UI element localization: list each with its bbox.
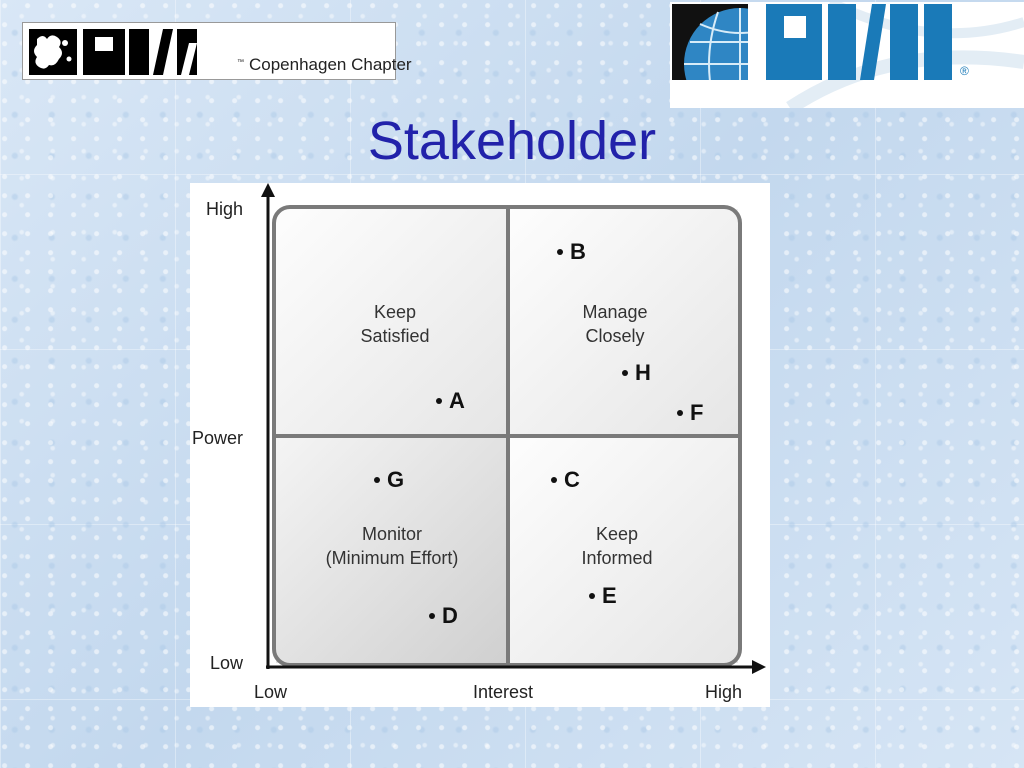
pmi-copenhagen-chapter-logo [22,22,412,80]
stakeholder-a-label: A [449,388,465,413]
stakeholder-dot [622,370,628,376]
y-axis-high-label: High [206,199,244,219]
stakeholder-g-label: G [387,467,405,492]
stakeholder-c-label: C [564,467,580,492]
stakeholder-dot [589,593,595,599]
quadrant-monitor-line1: Monitor [361,524,423,544]
quadrant-keep-satisfied-line1: Keep [373,302,417,322]
registered-mark: ® [960,64,969,78]
stakeholder-dot [436,398,442,404]
stakeholder-dot [677,410,683,416]
stakeholder-b [557,239,586,265]
quadrant-keep-satisfied-label [360,300,429,348]
quadrant-keep-informed-line2: Informed [581,548,653,568]
stakeholder-dot [374,477,380,483]
stakeholder-dot [551,477,557,483]
stakeholder-dot [557,249,563,255]
pmi-chapter-logo-mark [29,29,229,75]
stakeholder-d [429,603,458,629]
y-axis-arrow-icon [261,183,275,197]
trademark-symbol: ™ [237,59,244,66]
chapter-name: Copenhagen Chapter [249,55,412,74]
x-axis-name: Interest [473,682,534,702]
stakeholder-h-label: H [635,360,651,385]
matrix-graphic [190,183,770,707]
stakeholder-f-label: F [690,400,704,425]
stakeholder-dot [429,613,435,619]
pmi-logo-graphic [670,2,1024,108]
y-axis-low-label: Low [210,653,244,673]
quadrant-manage-closely-line1: Manage [582,302,648,322]
quadrant-keep-informed-line1: Keep [595,524,639,544]
x-axis-high-label: High [705,682,743,702]
quadrant-keep-informed-label [581,522,652,570]
y-axis-name: Power [192,428,244,448]
quadrant-keep-satisfied-line2: Satisfied [360,326,430,346]
slide-title: Stakeholder [367,111,657,171]
quadrant-monitor-line2: (Minimum Effort) [325,548,459,568]
stakeholder-h [622,360,651,386]
stakeholder-g [374,467,404,493]
x-axis-arrow-icon [752,660,766,674]
stakeholder-b-label: B [570,239,586,264]
quadrant-manage-closely-label [582,300,647,348]
stakeholder-e-label: E [602,583,617,608]
pmi-logo [670,2,1024,108]
x-axis-low-label: Low [254,682,288,702]
power-interest-matrix [190,183,770,707]
stakeholder-d-label: D [442,603,458,628]
quadrant-monitor-label [326,522,459,570]
stakeholder-f [677,400,703,426]
stakeholder-e [589,583,617,609]
stakeholder-c [551,467,580,493]
quadrant-manage-closely-line2: Closely [585,326,645,346]
stakeholder-a [436,388,465,414]
